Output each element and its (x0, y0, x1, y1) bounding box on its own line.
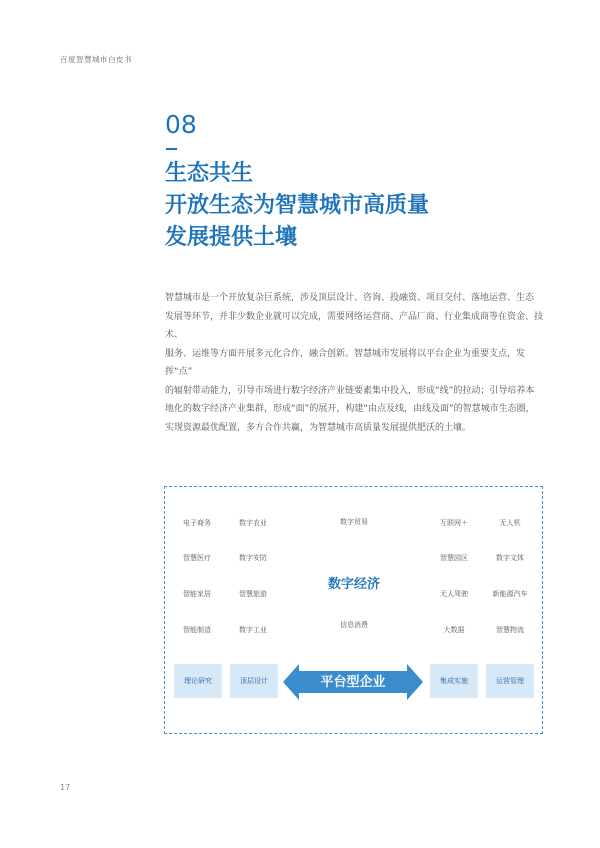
industry-label: 无人驾驶 (440, 590, 468, 598)
industry-label: 电子商务 (183, 519, 211, 527)
industry-label: 数字贸易 (340, 518, 368, 526)
industry-label: 大数据 (443, 626, 465, 634)
capability-box (230, 664, 278, 698)
section-number: 08 (165, 110, 197, 139)
body-line: 地化的数字经济产业集群，形成“面”的展开，构建“由点及线，由线及面”的智慧城市生态圈， (165, 404, 535, 414)
body-paragraph (165, 289, 545, 437)
digital-economy-label: 数字经济 (327, 577, 381, 592)
industry-label: 智慧物流 (496, 626, 524, 634)
page-number: 17 (60, 783, 71, 792)
industry-label: 智慧医疗 (183, 554, 211, 562)
title-line: 开放生态为智慧城市高质量 (165, 193, 430, 218)
industry-label: 数字农业 (239, 519, 267, 527)
industry-label: 智能制造 (183, 626, 211, 634)
running-header: 百度智慧城市白皮书 (60, 55, 132, 64)
capability-label: 集成实施 (440, 677, 468, 685)
body-line: 发展等环节，并非少数企业就可以完成，需要网络运营商、产品厂商、行业集成商等在资金、技术、 (165, 311, 544, 340)
body-line: 的辐射带动能力，引导市场进行数字经济产业链要素集中投入，形成“线”的拉动；引导培养本 (165, 385, 535, 396)
body-line: 实现资源最优配置，多方合作共赢，为智慧城市高质量发展提供肥沃的土壤。 (165, 422, 472, 433)
capability-box (174, 664, 222, 698)
capability-box (486, 664, 534, 698)
section-divider (166, 148, 177, 150)
body-line: 服务、运维等方面开展多元化合作，融合创新。智慧城市发展将以平台企业为重要支点，发挥“点” (165, 348, 526, 377)
industry-label: 数字工业 (239, 626, 267, 634)
body-line: 智慧城市是一个开放复杂巨系统，涉及顶层设计、咨询、投融资、项目交付、落地运营、生态 (165, 293, 535, 303)
capability-label: 运营管理 (496, 677, 524, 685)
title-line: 生态共生 (165, 161, 254, 186)
capability-label: 顶层设计 (240, 677, 268, 685)
industry-label: 信息消费 (340, 621, 368, 629)
industry-label: 数字文体 (496, 554, 524, 562)
industry-label: 新能源汽车 (492, 590, 528, 598)
platform-label: 平台型企业 (320, 675, 386, 690)
industry-label: 智能家居 (183, 590, 211, 598)
section-title (165, 158, 565, 254)
industry-label: 数字安防 (239, 554, 267, 562)
capability-label: 理论研究 (184, 677, 212, 685)
ecosystem-diagram (164, 486, 543, 734)
industry-label: 智慧园区 (440, 554, 468, 562)
capability-box (430, 664, 478, 698)
industry-label: 无人机 (499, 519, 521, 527)
industry-label: 智慧旅游 (239, 590, 267, 598)
title-line: 发展提供土壤 (165, 225, 298, 250)
industry-label: 互联网＋ (440, 519, 468, 527)
